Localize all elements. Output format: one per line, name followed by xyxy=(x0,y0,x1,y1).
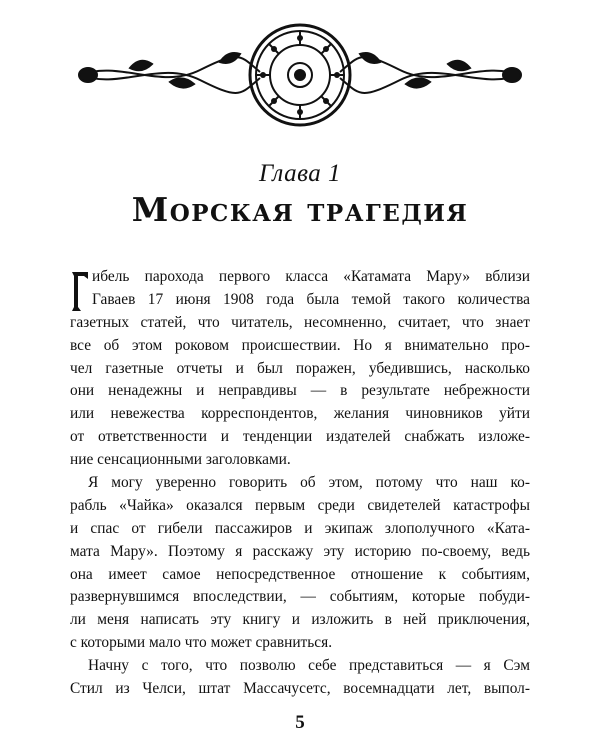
text-line: ние сенсационными заголовками. xyxy=(70,451,291,469)
text-line: чел газетные отчеты и был поражен, убедившись, насколько xyxy=(70,359,530,377)
text-line: и спас от гибели пассажиров и экипаж злополучного «Ката- xyxy=(70,519,530,537)
page-number: 5 xyxy=(295,712,305,733)
text-line: развернувшимся впоследствии, — событиям, которые побуди- xyxy=(70,588,530,606)
text-line: ибель парохода первого класса «Катамата Мару» вблизи xyxy=(92,268,530,285)
ornament-header xyxy=(70,20,530,130)
text-line: Стил из Челси, штат Массачусетс, восемнадцати лет, выпол- xyxy=(70,680,530,698)
chapter-title: Морская трагедия xyxy=(131,190,469,229)
text-line: ли меня написать эту книгу и изложить в ней приключения, xyxy=(70,611,530,629)
text-line: мата Мару». Поэтому я расскажу эту историю по-своему, ведь xyxy=(70,542,530,560)
text-line: она имеет самое непосредственное отношение к событиям, xyxy=(70,565,530,583)
text-line: с которыми мало что может сравниться. xyxy=(70,634,333,652)
text-line: все об этом роковом происшествии. Но я внимательно про- xyxy=(70,336,530,354)
text-line: они ненадежны и неправдивы — в результате небрежности xyxy=(70,382,530,400)
text-line: Начну с того, что позволю себе представиться — я Сэм xyxy=(88,657,530,675)
chapter-number: Глава 1 xyxy=(258,160,342,187)
body-text xyxy=(70,266,530,701)
text-line: или невежества корреспондентов, желания чиновников уйти xyxy=(70,405,530,423)
text-line: от ответственности и тенденции издателей снабжать изложе- xyxy=(70,428,530,446)
text-line: рабль «Чайка» оказался первым среди свидетелей катастрофы xyxy=(70,496,530,514)
text-line: газетных статей, что читатель, несомненно, считает, что знает xyxy=(70,313,530,331)
text-line: Гаваев 17 июня 1908 года была темой такого количества xyxy=(92,290,530,308)
text-line: Я могу уверенно говорить об этом, потому что наш ко- xyxy=(88,474,530,492)
